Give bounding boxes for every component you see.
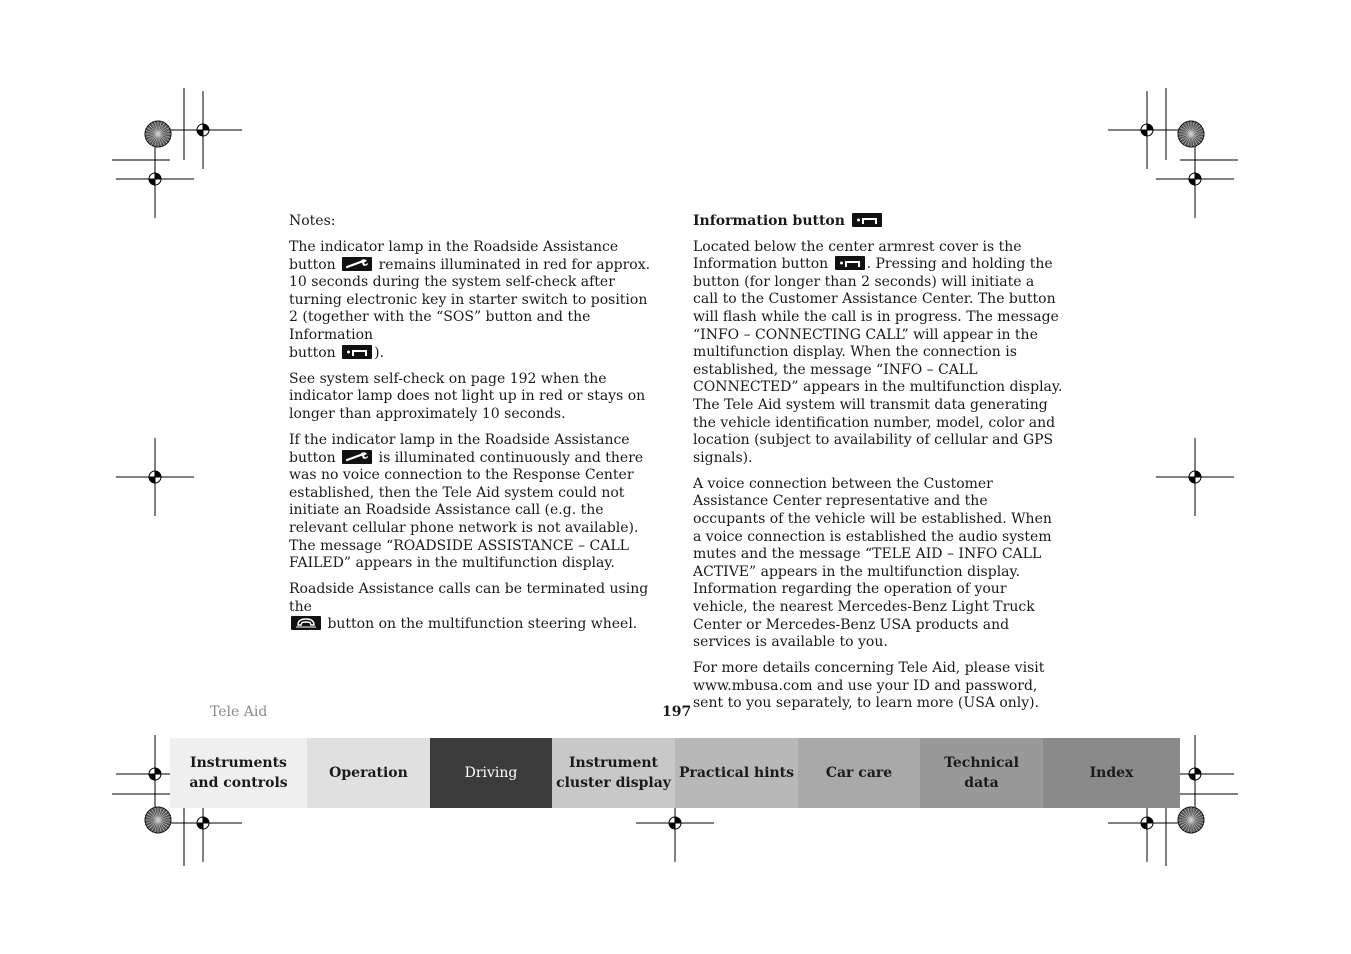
tab-instrument-cluster-display[interactable]: Instrument cluster display (552, 738, 675, 808)
paragraph-terminate-call: Roadside Assistance calls can be terminated using the button on the multifunction steering wheel. (289, 581, 649, 633)
page-number: 197 (662, 704, 692, 720)
paragraph-self-check: See system self-check on page 192 when the indicator lamp does not light up in red or stays on longer than approximately 10 seconds. (289, 370, 646, 422)
tab-practical-hints[interactable]: Practical hints (675, 738, 798, 808)
registration-crosshair (116, 438, 194, 516)
paragraph-call-failed: If the indicator lamp in the Roadside Assistance button is illuminated continuously and there was no voice connection to the Response Center established, then the Tele Aid system could not initiate an Roadside Assistance call (e.g. the relevant cellular phone network is not available). The message “ROADSIDE ASSISTANCE – CALL FAILED” appears in the multifunction display. (289, 432, 644, 572)
registration-crosshair (116, 140, 194, 218)
registration-starburst (1178, 807, 1204, 833)
left-column (289, 213, 659, 643)
info-button-icon (835, 256, 865, 270)
right-column (693, 213, 1063, 722)
info-button-icon (342, 345, 372, 359)
wrench-icon (342, 257, 372, 271)
tab-technical-data[interactable]: Technical data (920, 738, 1043, 808)
footer-section-label: Tele Aid (210, 704, 268, 720)
registration-crosshair (1108, 91, 1186, 169)
tab-instruments-and-controls[interactable]: Instruments and controls (170, 738, 307, 808)
wrench-icon (342, 450, 372, 464)
registration-crosshair (1156, 140, 1234, 218)
tab-index[interactable]: Index (1043, 738, 1180, 808)
paragraph-info-button: Located below the center armrest cover is the Information button . Pressing and holding the button (for longer than 2 seconds) will initiate a call to the Customer Assistance Center. The button will flash while the call is in progress. The message “INFO – CONNECTING CALL” will appear in the multifunction display. When the connection is established, the message “INFO – CALL CONNECTED” appears in the multifunction display. The Tele Aid system will transmit data generating the vehicle identification number, model, color and location (subject to availability of cellular and GPS signals). (693, 238, 1063, 466)
info-button-icon (852, 213, 882, 227)
paragraph-more-details: For more details concerning Tele Aid, please visit www.mbusa.com and use your ID and password, sent to you separately, to learn more (USA only). (693, 660, 1045, 712)
end-call-handset-icon (291, 616, 321, 630)
section-heading: Information button (693, 213, 1063, 231)
registration-starburst (145, 807, 171, 833)
registration-starburst (1178, 121, 1204, 147)
tab-driving[interactable]: Driving (430, 738, 552, 808)
notes-label: Notes: (289, 213, 336, 229)
registration-crosshair (164, 91, 242, 169)
paragraph-indicator-lamp: The indicator lamp in the Roadside Assistance button remains illuminated in red for approx. 10 seconds during the system self-check after turning electronic key in starter switch to position 2 (together with the “SOS” button and the Information button ). (289, 239, 651, 361)
paragraph-voice-connection: A voice connection between the Customer Assistance Center representative and the occupants of the vehicle will be established. When a voice connection is established the audio system mutes and the message “TELE AID – INFO CALL ACTIVE” appears in the multifunction display. Information regarding the operation of your vehicle, the nearest Mercedes-Benz Light Truck Center or Mercedes-Benz USA products and services is available to you. (693, 475, 1052, 651)
chapter-tab-bar (170, 738, 1180, 808)
tab-car-care[interactable]: Car care (798, 738, 920, 808)
registration-starburst (145, 121, 171, 147)
registration-crosshair (1156, 438, 1234, 516)
tab-operation[interactable]: Operation (307, 738, 430, 808)
